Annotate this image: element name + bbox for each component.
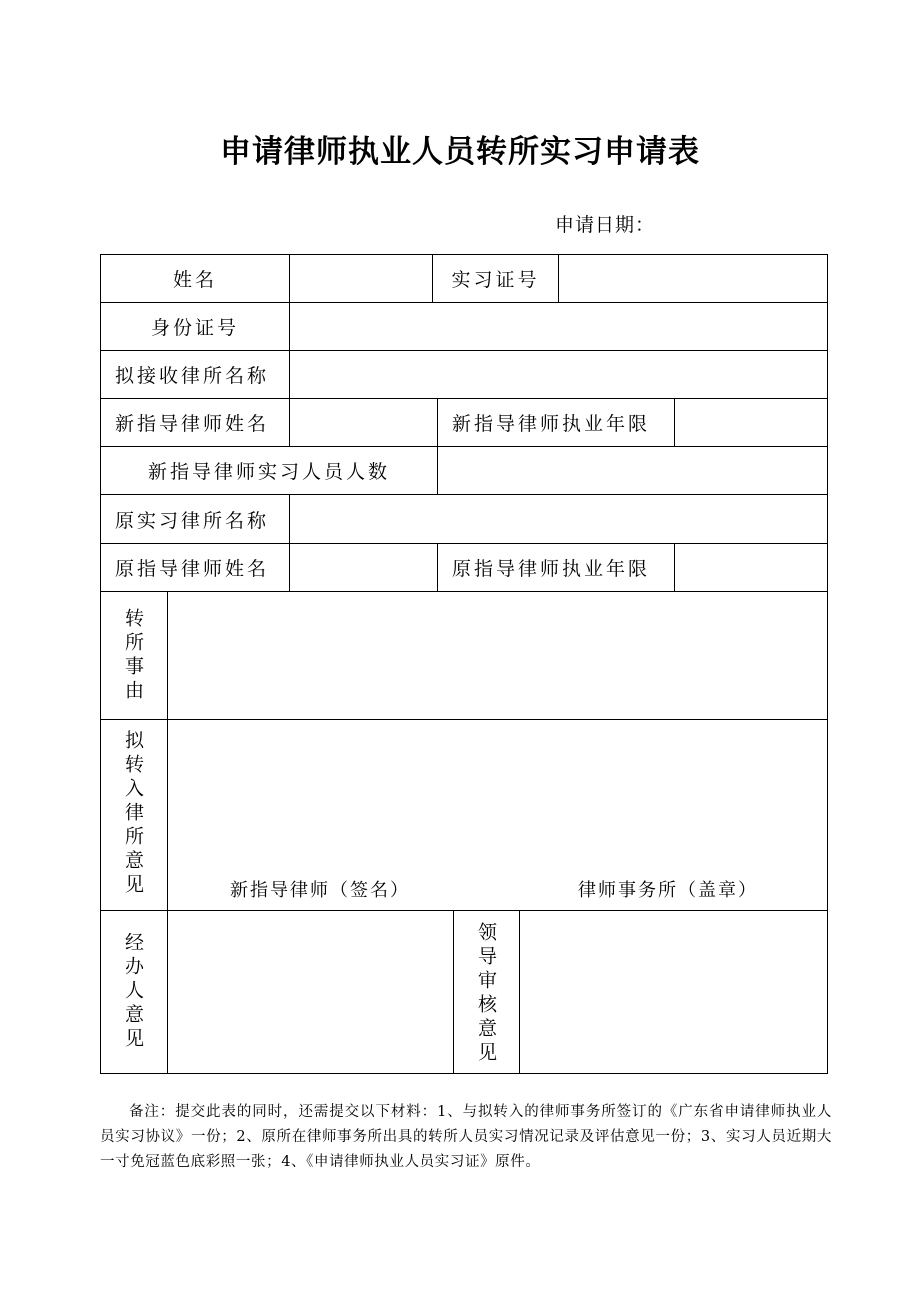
original-supervisor-years-label: 原指导律师执业年限 — [452, 558, 651, 580]
original-supervisor-name-value[interactable] — [290, 544, 437, 591]
id-no-value[interactable] — [290, 303, 827, 350]
page-title: 申请律师执业人员转所实习申请表 — [220, 134, 700, 170]
firm-seal-label: 律师事务所（盖章） — [578, 880, 758, 901]
intern-cert-no-label: 实习证号 — [451, 269, 540, 291]
new-supervisor-signature-label: 新指导律师（签名） — [230, 880, 410, 901]
original-supervisor-years-value[interactable] — [675, 544, 827, 591]
leader-review-opinion-label: 领导审核意见 — [475, 922, 497, 1066]
new-supervisor-intern-count-value[interactable] — [438, 447, 827, 494]
application-date-label: 申请日期： — [555, 214, 656, 236]
receiving-firm-value[interactable] — [290, 351, 827, 398]
remarks-note: 备注：提交此表的同时，还需提交以下材料：1、与拟转入的律师事务所签订的《广东省申请律师执业人员实习协议》一份；2、原所在律师事务所出具的转所人员实习情况记录及评估意见一份；3、实习人员近期大一寸免冠蓝色底彩照一张；4、《申请律师执业人员实习证》原件。 — [100, 1104, 832, 1170]
new-supervisor-years-value[interactable] — [675, 399, 827, 446]
name-value[interactable] — [290, 255, 432, 302]
table-line — [453, 910, 454, 1073]
new-supervisor-name-value[interactable] — [290, 399, 437, 446]
table-line — [100, 1073, 828, 1074]
new-supervisor-years-label: 新指导律师执业年限 — [452, 413, 651, 435]
leader-review-opinion-value[interactable] — [520, 911, 827, 1073]
id-no-label: 身份证号 — [150, 317, 239, 339]
receiving-firm-opinion-label: 拟转入律所意见 — [122, 730, 144, 898]
receiving-firm-opinion-value[interactable] — [168, 720, 827, 870]
handler-opinion-label: 经办人意见 — [122, 932, 144, 1052]
original-firm-value[interactable] — [290, 495, 827, 543]
transfer-reason-label: 转所事由 — [122, 608, 144, 704]
handler-opinion-value[interactable] — [168, 911, 453, 1073]
original-supervisor-name-label: 原指导律师姓名 — [115, 558, 270, 580]
new-supervisor-intern-count-label: 新指导律师实习人员人数 — [147, 461, 390, 483]
name-label: 姓名 — [172, 269, 217, 291]
receiving-firm-label: 拟接收律所名称 — [115, 365, 270, 387]
table-line — [827, 254, 828, 1074]
new-supervisor-name-label: 新指导律师姓名 — [115, 413, 270, 435]
transfer-reason-value[interactable] — [168, 592, 827, 719]
intern-cert-no-value[interactable] — [559, 255, 827, 302]
original-firm-label: 原实习律所名称 — [115, 509, 270, 532]
